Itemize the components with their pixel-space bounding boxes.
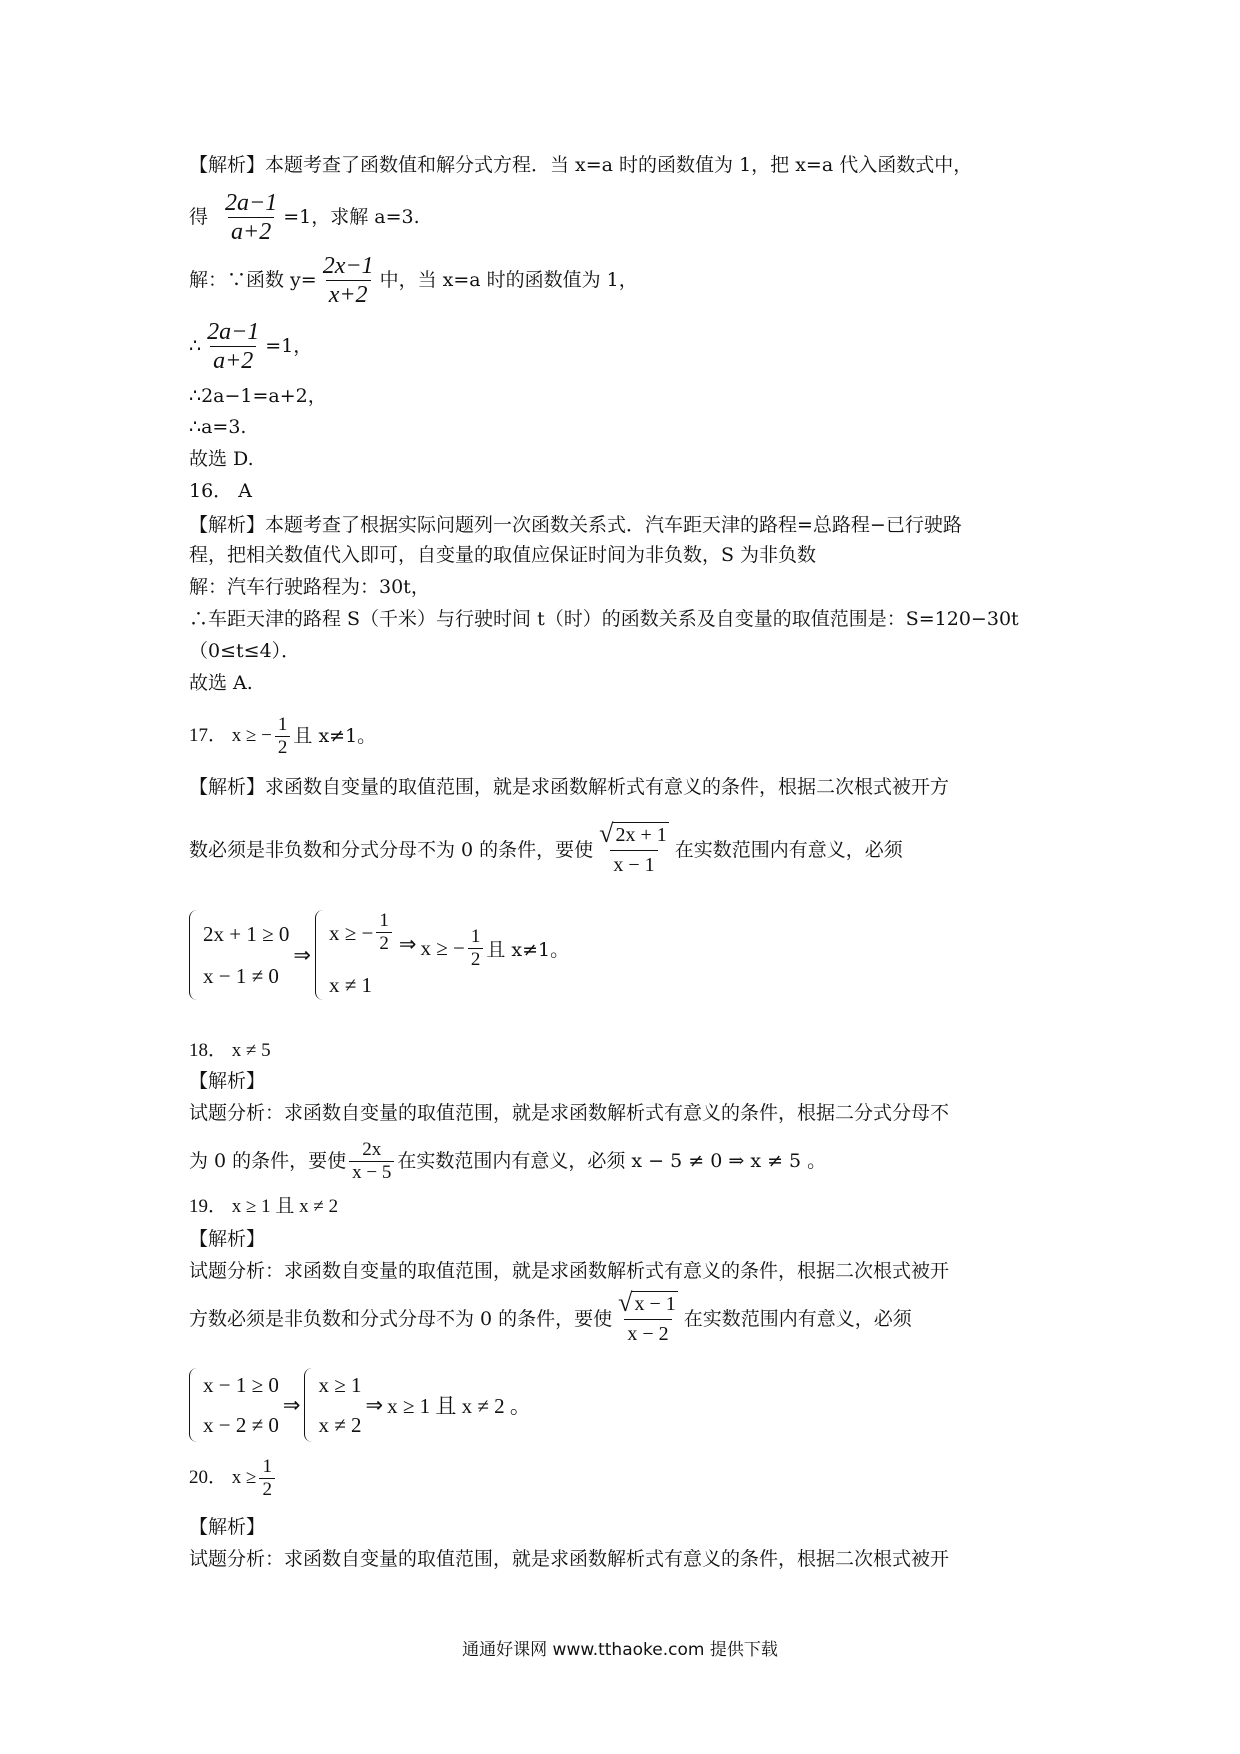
q16-sol-l3: （0≤t≤4）． [189,640,301,662]
left-brace-icon [189,910,199,1000]
q15-eq-line [189,186,420,248]
q15-sol-suffix: 中，当 x=a 时的函数值为 1， [379,269,638,291]
q16-analysis-l1: 【解析】本题考查了根据实际问题列一次函数关系式．汽车距天津的路程=总路程−已行驶路 [189,514,962,536]
q17-sys2-fraction: $\frac{1}{2}$ [376,910,392,955]
q17-analysis-l1: 【解析】求函数自变量的取值范围，就是求函数解析式有意义的条件，根据二次根式被开方 [189,776,950,798]
q15-solution-line [189,249,638,311]
q15-therefore-tail: =1， [265,335,313,357]
footer-source: 通通好课网 www.tthaoke.com 提供下载 [462,1640,778,1660]
left-brace-icon [304,1368,314,1442]
q16-sol-l2: ∴车距天津的路程 S（千米）与行驶时间 t（时）的函数关系及自变量的取值范围是：S=120−30t [189,608,1019,630]
q15-fraction-2: $\frac{2x-1}{x+2}$ [322,252,374,308]
implies-arrow-icon: ⇒ [282,1392,301,1417]
q19-expression-fraction: √ x − 1 x − 2 [615,1290,681,1348]
q15-de: 得 [189,206,209,228]
q15-choose: 故选 D. [189,448,254,470]
q15-fraction-1: $\frac{2a-1}{a+2}$ [225,189,278,245]
q17-sys2-row2: x ≠ 1 [328,973,373,997]
q17-half-fraction: $\frac{1}{2}$ [275,714,291,759]
implies-arrow-icon: ⇒ [398,931,417,956]
q18-analysis-l2: 为 0 的条件，要使 $\frac{2x}{x - 5}$ 在实数范围内有意义，必须 x − 5 ≠ 0 ⇒ x ≠ 5 。 [189,1138,827,1183]
q15-therefore-line [189,315,312,377]
q16-answer: 16． A [189,480,252,502]
sqrt-icon: √ 2x + 1 [599,819,667,848]
q18-expression-fraction: $\frac{2x}{x - 5}$ [349,1139,394,1184]
q19-analysis-tag: 【解析】 [189,1228,266,1250]
q20-half-fraction: $\frac{1}{2}$ [259,1456,275,1501]
q15-eq1-tail: =1，求解 a=3. [283,206,420,228]
implies-arrow-icon: ⇒ [293,942,311,967]
q18-analysis-tag: 【解析】 [189,1070,266,1092]
q17-expression-fraction: √ 2x + 1 x − 1 [596,821,672,879]
q17-system: 2x + 1 ≥ 0 x − 1 ≠ 0 ⇒ x ≥ − $\frac{1}{2}$ x ≠ 1 ⇒ x ≥ − $\frac{1}{2}$ 且 x≠1。 [189,910,569,1000]
q20-analysis-tag: 【解析】 [189,1516,266,1538]
implies-arrow-icon: ⇒ [365,1392,384,1417]
q16-sol-l1: 解：汽车行驶路程为：30t， [189,576,430,598]
q17-sys1-row2: x − 1 ≠ 0 [203,964,279,988]
left-brace-icon [315,910,325,1000]
q17-analysis-l2b: 在实数范围内有意义，必须 [674,839,903,861]
q19-result: x ≥ 1 且 x ≠ 2 。 [387,1394,531,1418]
q20-analysis-l1: 试题分析：求函数自变量的取值范围，就是求函数解析式有意义的条件，根据二次根式被开 [189,1548,950,1570]
sqrt-icon: √ x − 1 [618,1288,676,1317]
q16-analysis-l2: 程，把相关数值代入即可，自变量的取值应保证时间为非负数，S 为非负数 [189,544,817,566]
q17-sys1-row1: 2x + 1 ≥ 0 [203,922,290,946]
q16-choose: 故选 A. [189,672,253,694]
q15-therefore: ∴ [189,335,202,357]
q15-step2: ∴2a−1=a+2， [189,385,327,407]
left-brace-icon [189,1368,199,1442]
q15-sol-prefix: 解：∵函数 y= [189,269,317,291]
q19-answer: 19． x ≥ 1 且 x ≠ 2 [189,1196,339,1217]
q18-analysis-l1: 试题分析：求函数自变量的取值范围，就是求函数解析式有意义的条件，根据二分式分母不 [189,1102,950,1124]
q15-analysis-intro: 【解析】本题考查了函数值和解分式方程．当 x=a 时的函数值为 1，把 x=a 代入函数式中， [189,154,973,176]
q18-answer: 18． x ≠ 5 [189,1040,271,1061]
q15-fraction-3: $\frac{2a-1}{a+2}$ [207,318,260,374]
q20-answer-line: 20． x ≥ $\frac{1}{2}$ [189,1450,278,1506]
q19-analysis-l1: 试题分析：求函数自变量的取值范围，就是求函数解析式有意义的条件，根据二次根式被开 [189,1260,950,1282]
q17-analysis-l2 [189,818,903,882]
q17-answer-suffix: 且 x≠1。 [293,725,377,747]
q17-result: x ≥ − $\frac{1}{2}$ 且 x≠1。 [420,925,570,970]
q19-analysis-l2: 方数必须是非负数和分式分母不为 0 的条件，要使 √ x − 1 x − 2 在实数范围内有意义，必须 [189,1286,912,1352]
q19-system: x − 1 ≥ 0 x − 2 ≠ 0 ⇒ x ≥ 1 x ≠ 2 ⇒ x ≥ 1 且 x ≠ 2 。 [189,1368,531,1442]
q17-answer-line [189,708,376,764]
q17-analysis-l2a: 数必须是非负数和分式分母不为 0 的条件，要使 [189,839,594,861]
q15-step3: ∴a=3. [189,416,247,438]
q17-answer-prefix: 17． x ≥ − [189,725,272,746]
